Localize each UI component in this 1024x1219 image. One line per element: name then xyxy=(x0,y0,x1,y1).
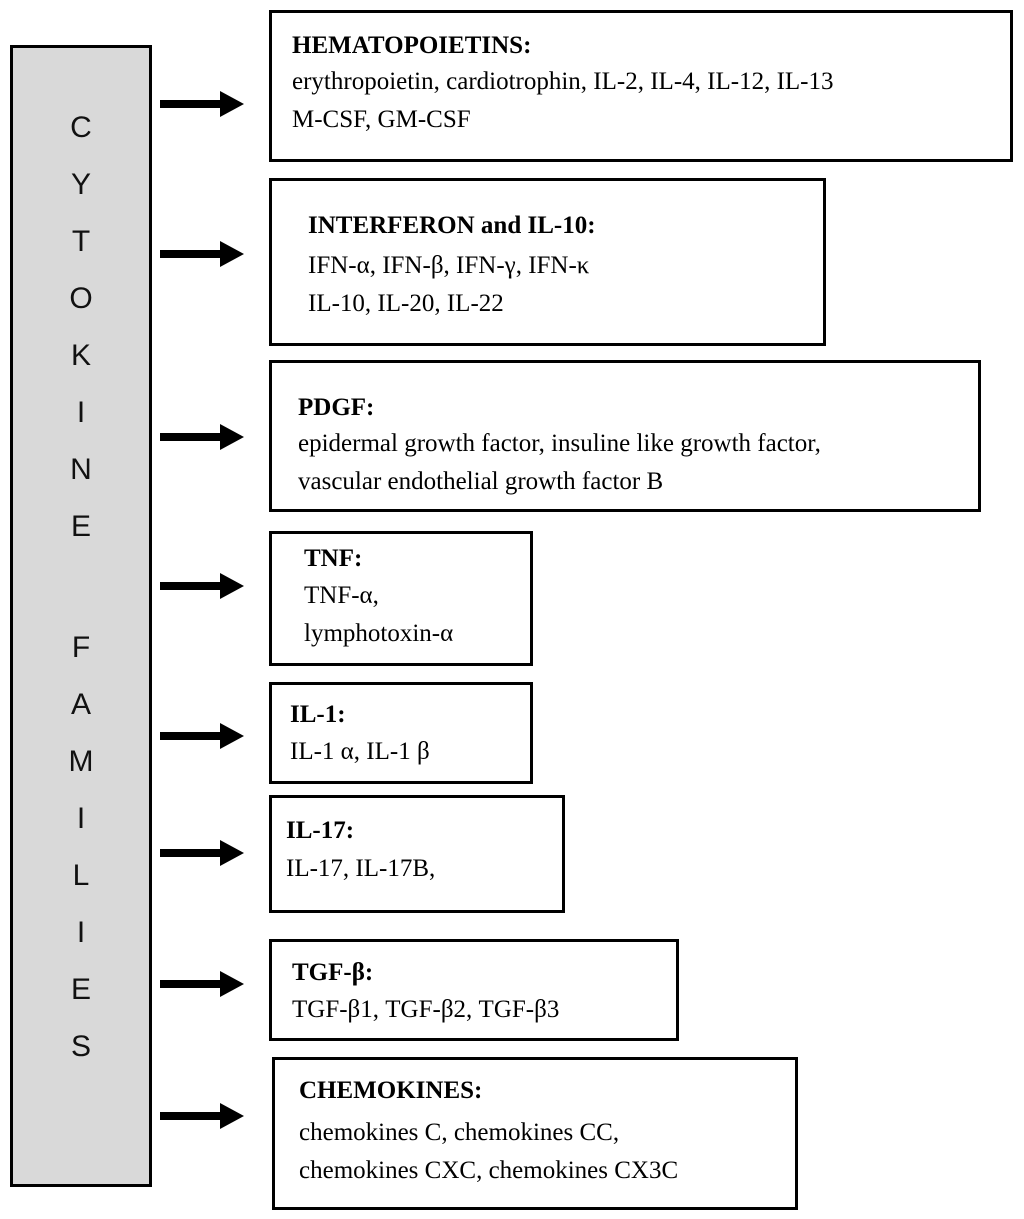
family-box-tnf xyxy=(269,531,533,666)
sidebar-letter: O xyxy=(69,282,93,315)
arrow-right-icon xyxy=(160,969,245,999)
family-box-il17 xyxy=(269,795,565,913)
arrow-right-icon xyxy=(160,239,245,269)
family-members: IFN-α, IFN-β, IFN-γ, IFN-κ xyxy=(308,252,590,279)
family-members: M-CSF, GM-CSF xyxy=(292,106,471,133)
family-box-hematopoietins xyxy=(269,10,1013,162)
sidebar-letter: L xyxy=(72,859,90,892)
family-title: HEMATOPOIETINS: xyxy=(292,32,532,59)
sidebar-letter: C xyxy=(70,111,92,144)
family-box-chemokines xyxy=(272,1057,798,1210)
sidebar-letter: I xyxy=(76,396,86,429)
sidebar-letter: K xyxy=(70,339,91,372)
family-members: chemokines CXC, chemokines CX3C xyxy=(299,1157,679,1184)
family-members: vascular endothelial growth factor B xyxy=(298,468,664,495)
sidebar-letter: N xyxy=(70,453,92,486)
family-title: TGF-β: xyxy=(292,959,374,986)
sidebar-letter: I xyxy=(76,802,86,835)
family-title: IL-17: xyxy=(286,817,355,844)
family-title: IL-1: xyxy=(290,701,346,728)
arrow-right-icon xyxy=(160,571,245,601)
sidebar-letter: I xyxy=(76,916,86,949)
family-title: PDGF: xyxy=(298,394,375,421)
family-box-pdgf xyxy=(269,360,981,512)
sidebar-letter: E xyxy=(70,510,91,543)
family-members: IL-1 α, IL-1 β xyxy=(290,738,430,765)
family-title: INTERFERON and IL-10: xyxy=(308,212,596,239)
arrow-right-icon xyxy=(160,838,245,868)
sidebar-letter: F xyxy=(71,631,91,664)
cytokine-families-label-box xyxy=(10,45,152,1187)
sidebar-letter: Y xyxy=(70,168,91,201)
family-members: epidermal growth factor, insuline like growth factor, xyxy=(298,430,821,457)
arrow-right-icon xyxy=(160,1101,245,1131)
family-title: CHEMOKINES: xyxy=(299,1077,483,1104)
family-members: erythropoietin, cardiotrophin, IL-2, IL-4, IL-12, IL-13 xyxy=(292,68,834,95)
family-members: IL-10, IL-20, IL-22 xyxy=(308,290,504,317)
sidebar-letter: T xyxy=(71,225,91,258)
family-members: lymphotoxin-α xyxy=(304,620,454,647)
sidebar-letter: M xyxy=(68,745,94,778)
family-members: TNF-α, xyxy=(304,582,379,609)
family-title: TNF: xyxy=(304,545,363,572)
family-members: IL-17, IL-17B, xyxy=(286,855,436,882)
sidebar-letter: A xyxy=(70,688,91,721)
family-box-il1 xyxy=(269,682,533,784)
family-members: chemokines C, chemokines CC, xyxy=(299,1119,620,1146)
arrow-right-icon xyxy=(160,422,245,452)
family-members: TGF-β1, TGF-β2, TGF-β3 xyxy=(292,996,560,1023)
arrow-right-icon xyxy=(160,721,245,751)
arrow-right-icon xyxy=(160,89,245,119)
family-box-tgf-beta xyxy=(269,939,679,1041)
family-box-interferon-il10 xyxy=(269,178,826,346)
sidebar-letter: E xyxy=(70,973,91,1006)
sidebar-letter: S xyxy=(70,1030,91,1063)
